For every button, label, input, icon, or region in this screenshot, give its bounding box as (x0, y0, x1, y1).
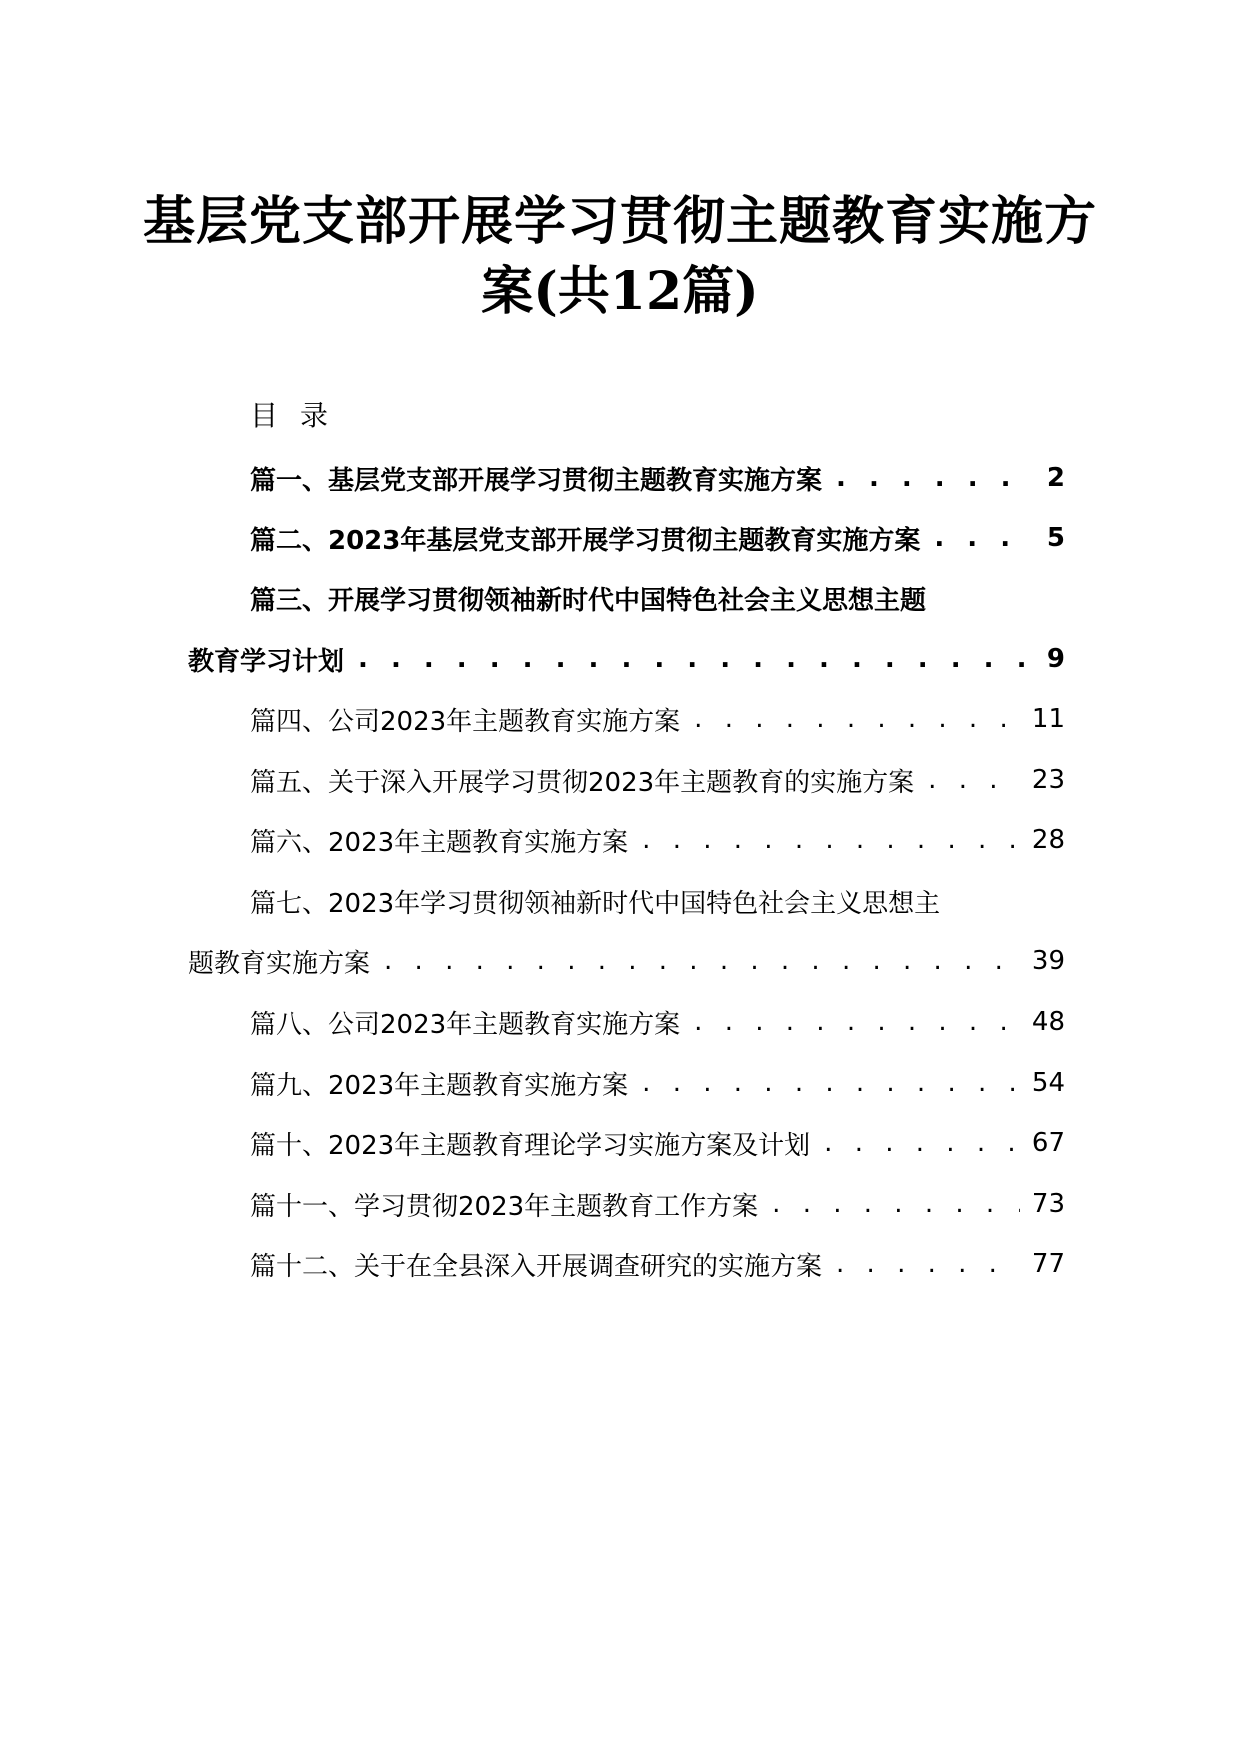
toc-leader-dots (928, 765, 1020, 795)
toc-entry-page: 11 (1031, 704, 1065, 734)
toc-leader-dots (824, 1128, 1020, 1158)
toc-entry-label: 题教育实施方案 (188, 948, 371, 979)
toc-entry-page: 67 (1031, 1128, 1065, 1158)
toc-entry-10[interactable] (250, 1121, 1065, 1165)
toc-entry-1[interactable] (250, 456, 1065, 500)
toc-entry-page: 39 (1031, 946, 1065, 976)
toc-leader-dots (836, 1249, 1020, 1279)
toc-entry-2[interactable] (250, 516, 1065, 560)
toc-entry-7[interactable] (188, 939, 1065, 983)
toc-entry-page: 73 (1031, 1189, 1065, 1219)
toc-entry-3-line-1[interactable]: 篇三、开展学习贯彻领袖新时代中国特色社会主义思想主题 (250, 585, 927, 616)
toc-entry-label: 篇一、基层党支部开展学习贯彻主题教育实施方案 (250, 465, 823, 496)
toc-entry-4[interactable] (250, 697, 1065, 741)
toc-leader-dots (694, 1007, 1020, 1037)
toc-entry-label: 篇十一、学习贯彻2023年主题教育工作方案 (250, 1191, 759, 1222)
toc-leader-dots (358, 644, 1035, 674)
toc-heading: 目录 (250, 399, 351, 432)
document-title-line-2: 案(共12篇) (481, 261, 759, 322)
toc-entry-page: 23 (1031, 765, 1065, 795)
toc-entry-page: 2 (1046, 463, 1065, 493)
toc-entry-6[interactable] (250, 818, 1065, 862)
toc-entry-label: 篇十、2023年主题教育理论学习实施方案及计划 (250, 1130, 811, 1161)
toc-entry-5[interactable] (250, 758, 1065, 802)
toc-entry-page: 28 (1031, 825, 1065, 855)
toc-leader-dots (836, 463, 1035, 493)
toc-leader-dots (772, 1189, 1020, 1219)
toc-entry-page: 48 (1031, 1007, 1065, 1037)
toc-entry-3[interactable] (188, 637, 1065, 681)
toc-leader-dots (934, 523, 1035, 553)
toc-entry-page: 9 (1046, 644, 1065, 674)
toc-entry-page: 77 (1031, 1249, 1065, 1279)
toc-leader-dots (642, 1068, 1020, 1098)
toc-entry-12[interactable] (250, 1242, 1065, 1286)
toc-entry-label: 教育学习计划 (188, 646, 345, 677)
toc-leader-dots (694, 704, 1020, 734)
toc-entry-11[interactable] (250, 1182, 1065, 1226)
toc-leader-dots (384, 946, 1020, 976)
toc-entry-label: 篇九、2023年主题教育实施方案 (250, 1070, 629, 1101)
toc-leader-dots (642, 825, 1020, 855)
toc-entry-label: 篇十二、关于在全县深入开展调查研究的实施方案 (250, 1251, 823, 1282)
toc-entry-9[interactable] (250, 1061, 1065, 1105)
toc-entry-label: 篇六、2023年主题教育实施方案 (250, 827, 629, 858)
toc-entry-page: 54 (1031, 1068, 1065, 1098)
toc-entry-label: 篇二、2023年基层党支部开展学习贯彻主题教育实施方案 (250, 525, 921, 556)
toc-entry-7-line-1[interactable]: 篇七、2023年学习贯彻领袖新时代中国特色社会主义思想主 (250, 888, 941, 919)
toc-entry-label: 篇四、公司2023年主题教育实施方案 (250, 706, 681, 737)
document-title-line-1: 基层党支部开展学习贯彻主题教育实施方 (142, 191, 1097, 252)
toc-entry-label: 篇五、关于深入开展学习贯彻2023年主题教育的实施方案 (250, 767, 915, 798)
toc-entry-label: 篇八、公司2023年主题教育实施方案 (250, 1009, 681, 1040)
toc-entry-page: 5 (1046, 523, 1065, 553)
toc-entry-8[interactable] (250, 1000, 1065, 1044)
